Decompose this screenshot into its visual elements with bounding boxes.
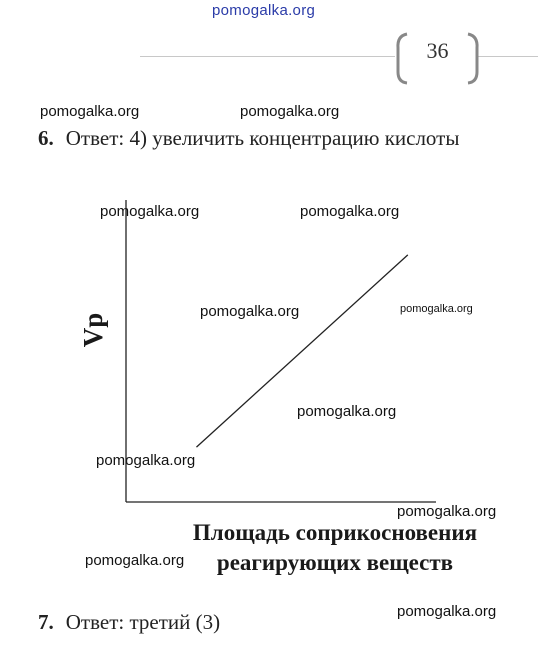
answer-6-number: 6. [38,126,54,150]
answer-7 [38,610,220,635]
answer-7-number: 7. [38,610,54,634]
watermark: pomogalka.org [300,203,400,220]
watermark: pomogalka.org [85,552,185,569]
watermark: pomogalka.org [400,303,473,315]
series-line [196,255,407,447]
x-axis-label-line1: Площадь соприкосновения [192,520,478,545]
answer-7-text: Ответ: третий (3) [65,610,221,634]
x-axis-label-line2: реагирующих веществ [216,550,454,575]
watermark: pomogalka.org [297,403,397,420]
answer-6-text: Ответ: 4) увеличить концентрацию кислоты [65,126,460,150]
watermark: pomogalka.org [100,203,200,220]
page-number: 36 [426,38,449,63]
watermark: pomogalka.org [397,603,497,620]
x-axis-label [150,518,520,578]
y-axis-label: Vp [78,312,108,348]
watermark-top: pomogalka.org [212,2,316,19]
watermark: pomogalka.org [200,303,300,320]
watermark: pomogalka.org [40,103,140,120]
watermark: pomogalka.org [96,452,196,469]
watermark: pomogalka.org [240,103,340,120]
watermark: pomogalka.org [397,503,497,520]
